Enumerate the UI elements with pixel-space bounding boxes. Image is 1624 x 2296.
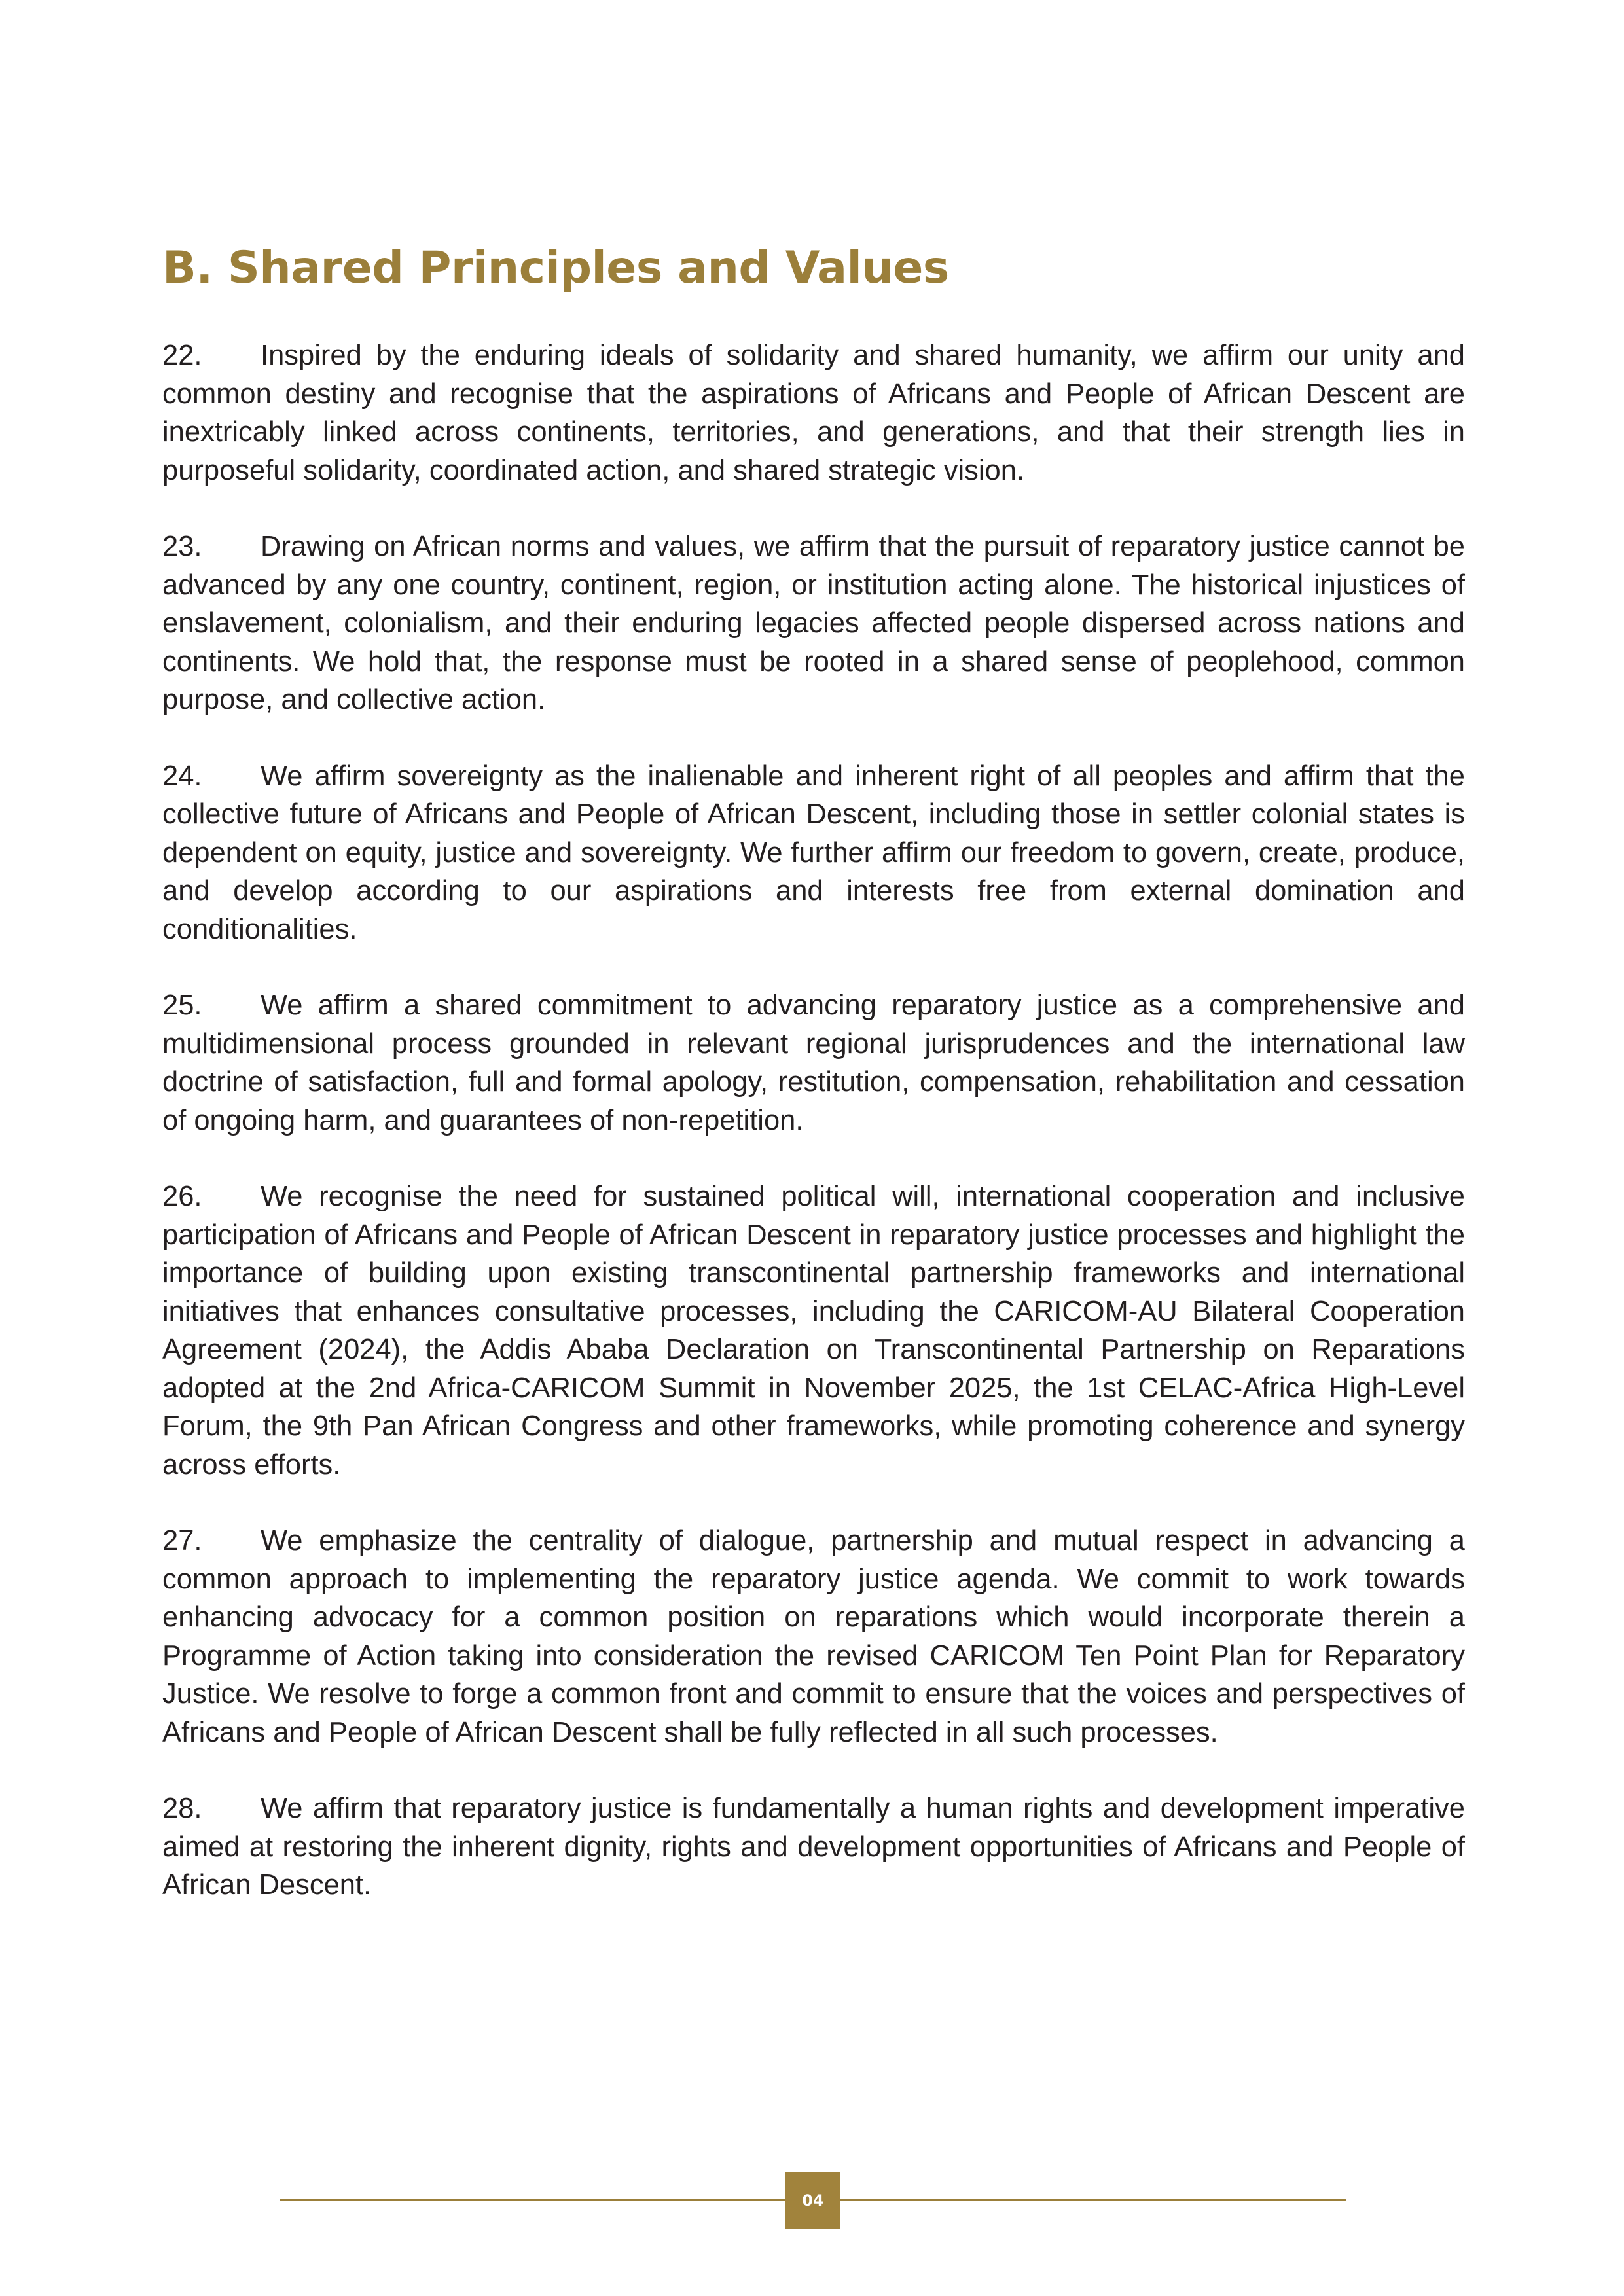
paragraph-25 bbox=[162, 986, 1465, 1139]
paragraph-text: We affirm that reparatory justice is fundamentally a human rights and development imperative aimed at restoring the inherent dignity, rights and development opportunities of Africans and People of African Descent. bbox=[162, 1793, 1465, 1901]
paragraph-number: 26. bbox=[162, 1181, 202, 1212]
paragraph-text: Drawing on African norms and values, we affirm that the pursuit of reparatory justice cannot be advanced by any one country, continent, region, or institution acting alone. The historical injustices of enslavement, colonialism, and their enduring legacies affected people dispersed across nations and continents. We hold that, the response must be rooted in a shared sense of peoplehood, common purpose, and collective action. bbox=[162, 531, 1465, 715]
paragraph-number: 27. bbox=[162, 1525, 202, 1556]
paragraph-number: 25. bbox=[162, 990, 202, 1021]
paragraph-23 bbox=[162, 528, 1465, 719]
paragraph-text: We affirm a shared commitment to advancing reparatory justice as a comprehensive and multidimensional process grounded in relevant regional jurisprudences and the international law doctrine of satisfaction, full and formal apology, restitution, compensation, rehabilitation and cessation of ongoing harm, and guarantees of non-repetition. bbox=[162, 990, 1465, 1136]
document-body bbox=[162, 241, 1465, 1943]
section-title: B. Shared Principles and Values bbox=[162, 242, 949, 294]
page-number-badge: 04 bbox=[785, 2172, 840, 2229]
paragraph-number: 24. bbox=[162, 760, 202, 792]
paragraph-24 bbox=[162, 757, 1465, 949]
paragraph-number: 23. bbox=[162, 531, 202, 562]
paragraph-28 bbox=[162, 1789, 1465, 1905]
page-footer bbox=[0, 2172, 1624, 2229]
footer-rule-left bbox=[280, 2199, 785, 2201]
paragraph-22 bbox=[162, 336, 1465, 490]
paragraph-text: We recognise the need for sustained political will, international cooperation and inclusive participation of Africans and People of African Descent in reparatory justice processes and highlight the importance of building upon existing transcontinental partnership frameworks and international initiatives that enhances consultative processes, including the CARICOM-AU Bilateral Cooperation Agreement (2024), the Addis Ababa Declaration on Transcontinental Partnership on Reparations adopted at the 2nd Africa-CARICOM Summit in November 2025, the 1st CELAC-Africa High-Level Forum, the 9th Pan African Congress and other frameworks, while promoting coherence and synergy across efforts. bbox=[162, 1181, 1465, 1480]
paragraph-number: 22. bbox=[162, 340, 202, 371]
paragraph-text: We emphasize the centrality of dialogue, partnership and mutual respect in advancing a common approach to implementing the reparatory justice agenda. We commit to work towards enhancing advocacy for a common position on reparations which would incorporate therein a Programme of Action taking into consideration the revised CARICOM Ten Point Plan for Reparatory Justice. We resolve to forge a common front and commit to ensure that the voices and perspectives of Africans and People of African Descent shall be fully reflected in all such processes. bbox=[162, 1525, 1465, 1748]
paragraph-number: 28. bbox=[162, 1793, 202, 1824]
paragraph-26 bbox=[162, 1177, 1465, 1484]
paragraph-text: Inspired by the enduring ideals of solidarity and shared humanity, we affirm our unity and common destiny and recognise that the aspirations of Africans and People of African Descent are inextricably linked across continents, territories, and generations, and that their strength lies in purposeful solidarity, coordinated action, and shared strategic vision. bbox=[162, 340, 1465, 486]
footer-rule-right bbox=[840, 2199, 1346, 2201]
paragraph-27 bbox=[162, 1522, 1465, 1751]
paragraph-text: We affirm sovereignty as the inalienable and inherent right of all peoples and affirm that the collective future of Africans and People of African Descent, including those in settler colonial states is dependent on equity, justice and sovereignty. We further affirm our freedom to govern, create, produce, and develop according to our aspirations and interests free from external domination and conditionalities. bbox=[162, 760, 1465, 945]
